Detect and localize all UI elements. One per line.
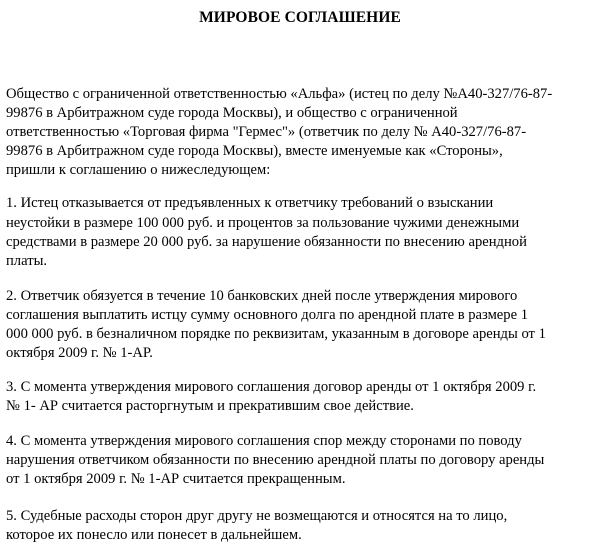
preamble-line: 99876 в Арбитражном суде города Москвы), и общество с ограниченной — [6, 105, 458, 121]
clause-line: которое их понесло или понесет в дальнейшем. — [6, 527, 302, 543]
preamble-line: 99876 в Арбитражном суде города Москвы), вместе именуемые как «Стороны», — [6, 143, 503, 159]
preamble-line: ответственностью «Торговая фирма "Гермес"» (ответчик по делу № А40-327/76-87- — [6, 124, 527, 140]
clause-line: 1. Истец отказывается от предъявленных к ответчику требований о взыскании — [6, 195, 494, 211]
clause-line: нарушения ответчиком обязанности по внесению арендной платы по договору аренды — [6, 452, 545, 468]
preamble-line: Общество с ограниченной ответственностью «Альфа» (истец по делу №А40-327/76-87- — [6, 86, 553, 102]
preamble-line: пришли к соглашению о нижеследующем: — [6, 162, 271, 178]
clause-line: 4. С момента утверждения мирового соглашения спор между сторонами по поводу — [6, 433, 522, 449]
clause-line: неустойки в размере 100 000 руб. и процентов за пользование чужими денежными — [6, 215, 520, 231]
clause-line: октября 2009 г. № 1-АР. — [6, 345, 153, 361]
clause-line: средствами в размере 20 000 руб. за нарушение обязанности по внесению арендной — [6, 234, 527, 250]
clause-line: № 1- АР считается расторгнутым и прекратившим свое действие. — [6, 398, 414, 414]
clause-line: 3. С момента утверждения мирового соглашения договор аренды от 1 октября 2009 г. — [6, 379, 537, 395]
clause-line: 5. Судебные расходы сторон друг другу не возмещаются и относятся на то лицо, — [6, 508, 508, 524]
clause-line: 000 000 руб. в безналичном порядке по реквизитам, указанным в договоре аренды от 1 — [6, 326, 546, 342]
clause-line: 2. Ответчик обязуется в течение 10 банковских дней после утверждения мирового — [6, 288, 518, 304]
clause-line: от 1 октября 2009 г. № 1-АР считается прекращенным. — [6, 471, 346, 487]
clause-line: платы. — [6, 253, 48, 269]
document-title: МИРОВОЕ СОГЛАШЕНИЕ — [199, 9, 401, 26]
clause-line: соглашения выплатить истцу сумму основного долга по арендной плате в размере 1 — [6, 307, 528, 323]
